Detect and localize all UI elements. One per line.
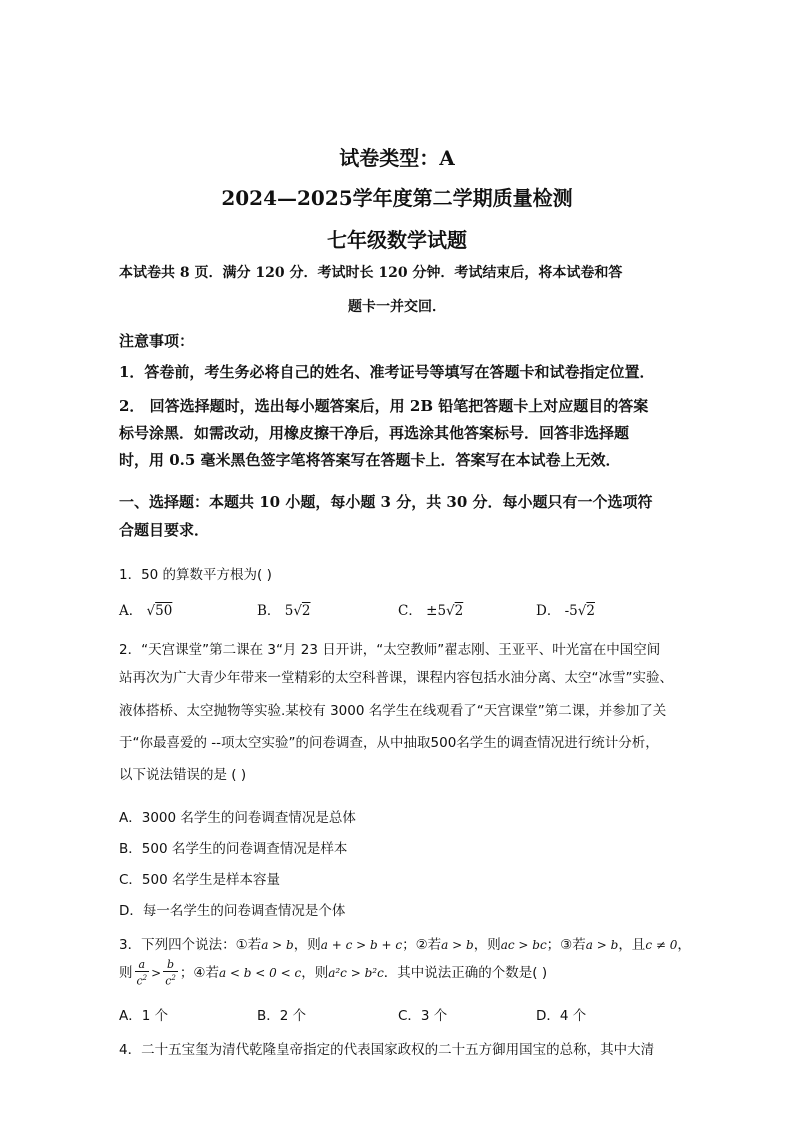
q2-line-2: 站再次为广大青少年带来一堂精彩的太空科普课，课程内容包括水油分离、太空“冰雪”实验、 [119,670,673,686]
q1-option-c-coef: ±5 [426,603,447,619]
q3-statement-4-result: a²c > b²c [328,966,384,980]
q3-statement-3-then: 则 [119,965,133,981]
q3-statement-3-mark: ③ [560,937,573,953]
q3-line-2 [119,958,679,988]
sqrt-icon: √ [146,603,156,619]
q3-comma: ， [677,937,691,953]
q3-fraction-2-exponent: 2 [171,973,176,982]
q3-statement-3-condition: a > b [585,938,619,952]
q4-line-1: 4．二十五宝玺为清代乾隆皇帝指定的代表国家政权的二十五方御用国宝的总称，其中大清 [119,1042,655,1058]
sqrt-icon: √ [577,603,587,619]
q3-fraction-2-denominator: c [165,974,172,988]
q2-line-5: 以下说法错误的是 ( ) [119,767,247,783]
q1-option-b-coef: 5 [284,603,294,619]
q3-option-c: C．3 个 [398,1008,448,1024]
notes-item-1: 1．答卷前，考生务必将自己的姓名、准考证号等填写在答题卡和试卷指定位置． [119,363,655,381]
q2-line-4: 于“你最喜爱的 --项太空实验”的问卷调查，从中抽取500名学生的调查情况进行统计分析， [119,735,659,751]
q3-fraction-2-numerator: b [163,959,178,972]
q1-option-c [398,599,463,619]
intro-line-2: 题卡一并交回． [348,299,446,315]
q3-prefix: 3．下列四个说法： [119,937,236,953]
q1-option-b-label: B． [257,603,281,619]
q2-option-a: A．3000 名学生的问卷调查情况是总体 [119,810,356,826]
q3-statement-2-result: ac > bc [500,938,547,952]
notes-item-2-line-2: 标号涂黑．如需改动，用橡皮擦干净后，再选涂其他答案标号．回答非选择题 [119,424,630,442]
q2-line-3: 液体搭桥、太空抛物等实验.某校有 3000 名学生在线观看了“天宫课堂”第二课，并参加了关 [119,703,667,719]
q1-option-d-label: D． [536,603,561,619]
q3-fraction-1-numerator: a [135,959,150,972]
section-1-heading-line-1: 一、选择题：本题共 10 小题，每小题 3 分，共 30 分．每小题只有一个选项符 [119,493,653,511]
q3-separator: ； [179,965,194,981]
q3-statement-1-mark: ① [235,937,248,953]
q3-option-a: A．1 个 [119,1008,169,1024]
q3-tail: ．其中说法正确的个数是( ) [383,965,548,981]
q3-greater-than: > [151,966,162,980]
q3-fraction-2 [163,959,178,988]
q3-statement-1-text: 若 [247,937,262,953]
q3-statement-1-then: ，则 [293,937,321,953]
q1-option-b [257,599,311,619]
q3-statement-1-condition: a > b [261,938,294,952]
q3-statement-4-condition: a < b < 0 < c [218,966,302,980]
q3-option-d: D．4 个 [536,1008,587,1024]
q1-option-d-radicand: 2 [586,603,595,619]
q2-option-b: B．500 名学生的问卷调查情况是样本 [119,841,348,857]
intro-line-1: 本试卷共 8 页．满分 120 分．考试时长 120 分钟．考试结束后，将本试卷和答 [119,265,623,281]
q1-option-a-radicand: 50 [155,603,173,619]
q2-option-c: C．500 名学生是样本容量 [119,872,280,888]
sqrt-icon: √ [446,603,455,619]
q3-statement-2-condition: a > b [441,938,474,952]
q2-option-d: D．每一名学生的问卷调查情况是个体 [119,903,346,919]
q1-option-d [536,599,595,619]
q2-line-1: 2．“天宫课堂”第二课在 3“月 23 日开讲，“太空教师”翟志刚、王亚平、叶光富在中国空间 [119,642,661,658]
q3-fraction-1 [135,959,150,988]
notes-item-2-line-3: 时，用 0.5 毫米黑色签字笔将答案写在答题卡上．答案写在本试卷上无效． [119,451,621,469]
q3-statement-4-mark: ④ [193,965,206,981]
exam-title: 2024—2025学年度第二学期质量检测 [221,186,573,210]
q1-stem: 1．50 的算数平方根为( ) [119,567,272,583]
q3-option-b: B．2 个 [257,1008,307,1024]
q3-separator: ； [546,937,561,953]
q1-option-c-radicand: 2 [454,603,464,619]
q3-statement-3-text: 若 [572,937,586,953]
q3-statement-2-mark: ② [415,937,428,953]
q3-statement-3-and: ，且 [618,937,646,953]
notes-item-2-line-1: 2． 回答选择题时，选出每小题答案后，用 2B 铅笔把答题卡上对应题目的答案 [119,397,649,415]
q3-statement-3-condition-2: c ≠ 0 [645,938,678,952]
q3-statement-4-text: 若 [205,965,219,981]
q1-option-c-label: C． [398,603,422,619]
q1-option-d-coef: -5 [564,603,578,619]
q3-line-1 [119,933,691,953]
sqrt-icon: √ [293,603,302,619]
paper-type: 试卷类型：A [339,146,455,170]
q3-statement-2-text: 若 [427,937,442,953]
q3-statement-2-then: ，则 [473,937,501,953]
section-1-heading-line-2: 合题目要求． [119,521,210,539]
q1-option-a-label: A． [119,603,143,619]
q3-statement-1-result: a + c > b + c [320,938,403,952]
q3-statement-4-then: ，则 [301,965,329,981]
q1-option-a [119,599,172,619]
q3-separator: ； [402,937,416,953]
q3-fraction-1-denominator: c [136,974,143,988]
subject-title: 七年级数学试题 [327,228,467,252]
notes-heading: 注意事项： [119,332,195,350]
q3-fraction-1-exponent: 2 [142,973,148,982]
q1-option-b-radicand: 2 [301,603,311,619]
